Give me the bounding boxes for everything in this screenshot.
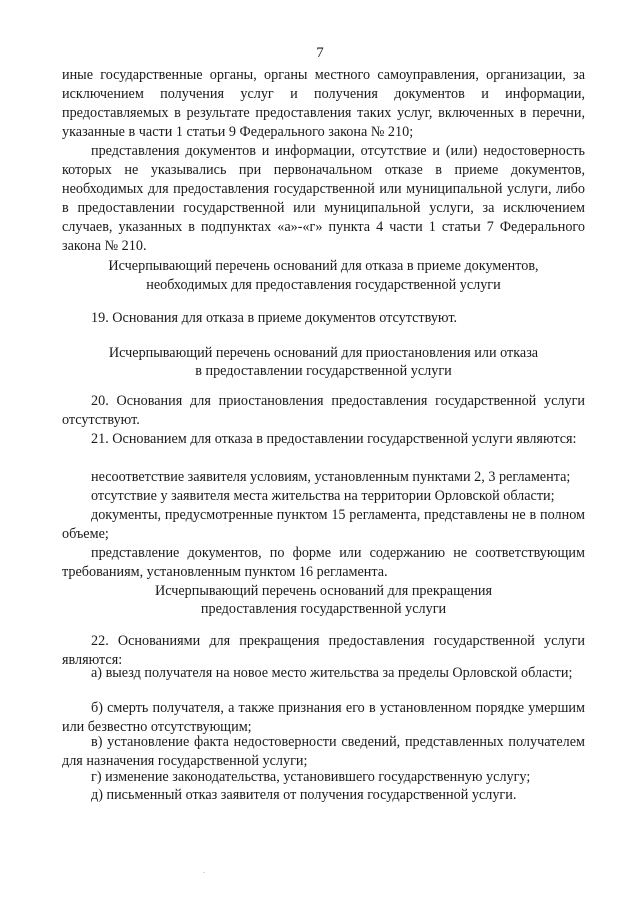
paragraph-22: 22. Основаниями для прекращения предоставления государственной услуги являются: — [62, 633, 585, 668]
heading-refusal-acceptance-line1: Исчерпывающий перечень оснований для отказа в приеме документов, — [108, 258, 539, 274]
heading-termination-line1: Исчерпывающий перечень оснований для прекращения — [154, 583, 493, 599]
paragraph-22-item-a: а) выезд получателя на новое место жительства за пределы Орловской области; — [91, 665, 573, 681]
paragraph-21-item-3: документы, предусмотренные пунктом 15 регламента, представлены не в полном объеме; — [62, 507, 585, 542]
paragraph-21-item-2: отсутствие у заявителя места жительства на территории Орловской области; — [91, 488, 555, 504]
paragraph-22-item-c: в) установление факта недостоверности сведений, представленных получателем для назначения государственной услуги; — [62, 734, 585, 769]
paragraph-20: 20. Основания для приостановления предоставления государственной услуги отсутствуют. — [62, 393, 585, 428]
paragraph-21: 21. Основанием для отказа в предоставлении государственной услуги являются: — [91, 431, 577, 447]
heading-refusal-acceptance-line2: необходимых для предоставления государственной услуги — [146, 277, 501, 293]
heading-suspension-line1: Исчерпывающий перечень оснований для приостановления или отказа — [108, 345, 539, 361]
paragraph-19: 19. Основания для отказа в приеме документов отсутствуют. — [91, 310, 458, 326]
paragraph-21-item-1: несоответствие заявителя условиям, установленным пунктами 2, 3 регламента; — [91, 469, 571, 485]
paragraph-21-item-4: представление документов, по форме или содержанию не соответствующим требованиям, установленным пунктом 16 регламента. — [62, 545, 585, 580]
scan-artifact-mark: . — [203, 866, 205, 875]
paragraph-other-authorities: иные государственные органы, органы местного самоуправления, организации, за исключением получения услуг и получения документов и информации, предоставляемых в результате предоставления таких услуг, включенных в перечни, указанные в части 1 статьи 9 Федерального закона № 210; — [62, 67, 585, 140]
heading-termination-line2: предоставления государственной услуги — [200, 601, 447, 617]
paragraph-22-item-b: б) смерть получателя, а также признания его в установленном порядке умершим или безвестно отсутствующим; — [62, 700, 585, 735]
page-number: 7 — [316, 45, 324, 61]
paragraph-22-item-d: г) изменение законодательства, установившего государственную услугу; — [91, 769, 531, 785]
paragraph-22-item-e: д) письменный отказ заявителя от получения государственной услуги. — [91, 787, 517, 803]
heading-suspension-line2: в предоставлении государственной услуги — [195, 363, 452, 379]
paragraph-documents-presentation: представления документов и информации, отсутствие и (или) недостоверность которых не указывались при первоначальном отказе в приеме документов, необходимых для предоставления государственной или муниципальной услуги, либо в предоставлении государственной или муниципальной услуги, за исключением случаев, указанных в подпунктах «а»-«г» пункта 4 части 1 статьи 7 Федерального закона № 210. — [62, 143, 585, 254]
